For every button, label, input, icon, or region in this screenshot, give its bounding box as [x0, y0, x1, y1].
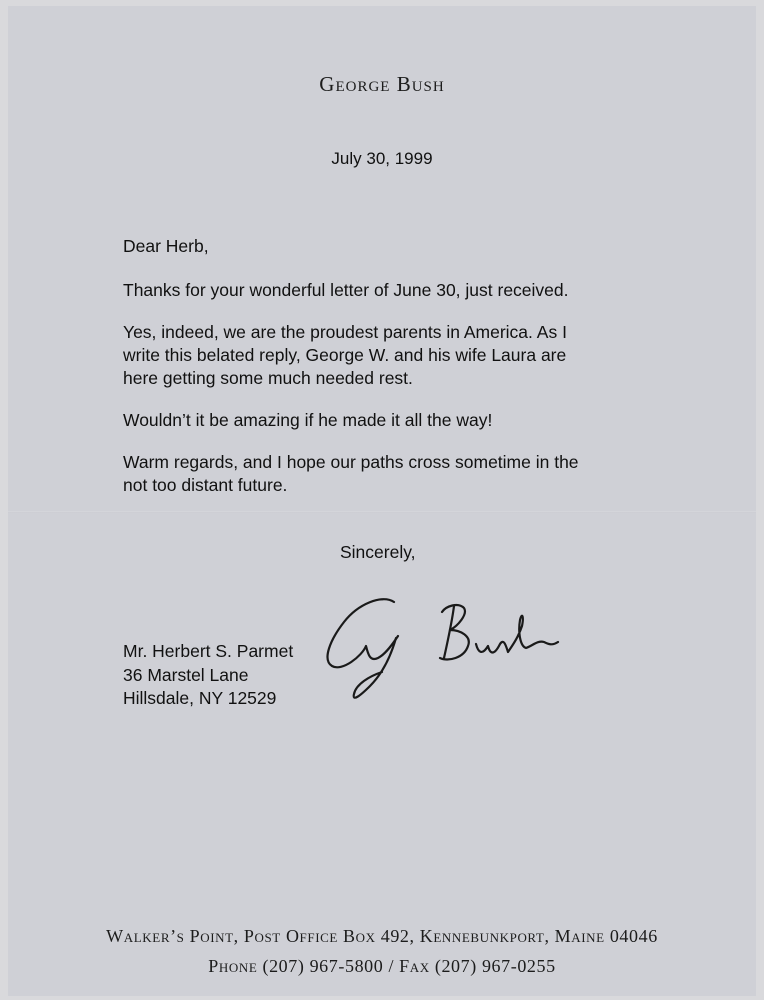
- letter-page: [8, 6, 756, 996]
- recipient-city: Hillsdale, NY 12529: [123, 688, 277, 708]
- recipient-name: Mr. Herbert S. Parmet: [123, 641, 294, 661]
- footer-phone-fax: Phone (207) 967-5800 / Fax (207) 967-0255: [208, 956, 556, 976]
- letter-date: July 30, 1999: [331, 149, 433, 168]
- letter-body: [123, 235, 683, 516]
- paragraph: Thanks for your wonderful letter of June 30, just received.: [123, 280, 569, 300]
- footer-address: Walker’s Point, Post Office Box 492, Kennebunkport, Maine 04046: [106, 926, 658, 946]
- paragraph: Yes, indeed, we are the proudest parents in America. As I write this belated reply, George W. and his wife Laura are here getting some much needed rest.: [123, 322, 567, 388]
- signature: [308, 586, 568, 716]
- recipient-street: 36 Marstel Lane: [123, 664, 249, 685]
- letterhead: George Bush: [319, 72, 445, 96]
- paragraph: Wouldn’t it be amazing if he made it all the way!: [123, 410, 493, 430]
- closing: Sincerely,: [340, 542, 416, 562]
- recipient-address: [123, 640, 293, 711]
- salutation: Dear Herb,: [123, 236, 209, 256]
- paragraph: Warm regards, and I hope our paths cross sometime in the not too distant future.: [123, 452, 579, 495]
